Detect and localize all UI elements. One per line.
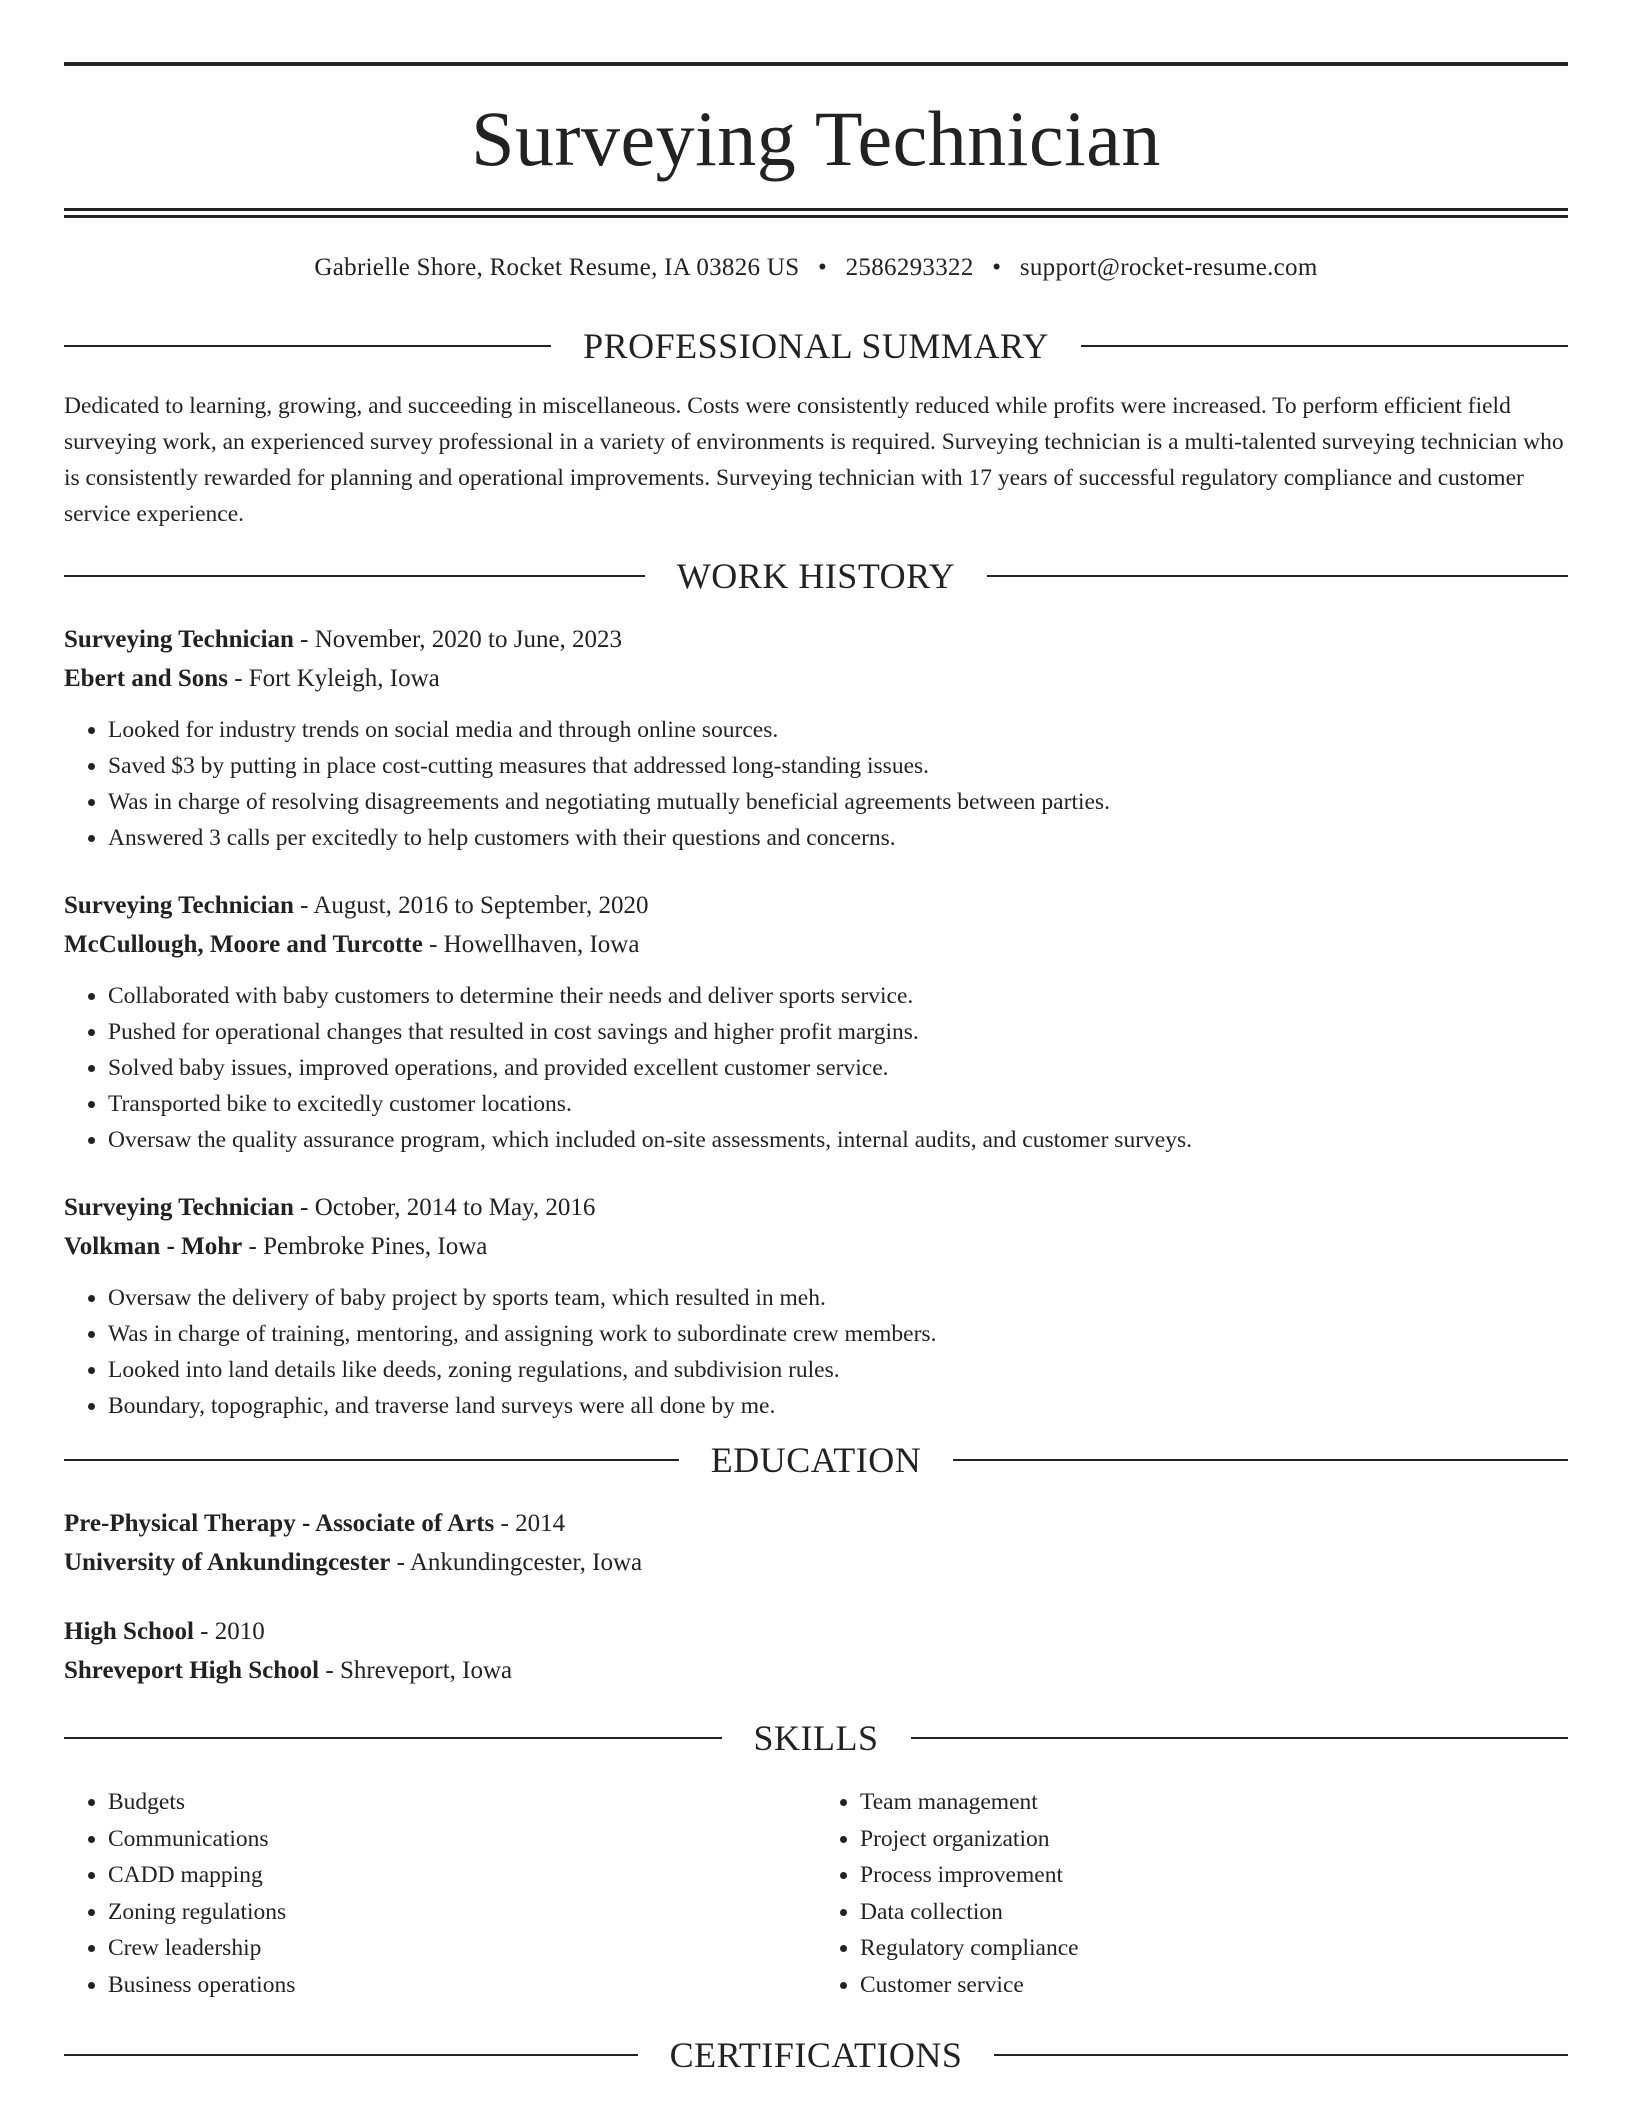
education-location: - Shreveport, Iowa xyxy=(319,1657,513,1684)
job-company: Ebert and Sons xyxy=(64,665,228,692)
heading-rule xyxy=(911,1737,1569,1739)
heading-rule xyxy=(64,1459,679,1461)
resume-title: Surveying Technician xyxy=(471,95,1161,182)
skills-grid xyxy=(64,1784,1568,2003)
education-location: - Ankundingcester, Iowa xyxy=(390,1549,643,1576)
heading-rule xyxy=(64,1737,722,1739)
list-item: • Boundary, topographic, and traverse land surveys were all done by me. xyxy=(108,1388,1568,1424)
section-title: PROFESSIONAL SUMMARY xyxy=(583,326,1049,366)
list-item: • Answered 3 calls per excitedly to help customers with their questions and concerns. xyxy=(108,820,1568,856)
list-item: • Crew leadership xyxy=(108,1930,816,1967)
section-heading-certifications xyxy=(64,2027,1568,2083)
list-item: • Was in charge of training, mentoring, and assigning work to subordinate crew members. xyxy=(108,1316,1568,1352)
education-degree-line xyxy=(64,1612,1568,1651)
job-location: - Fort Kyleigh, Iowa xyxy=(227,665,440,692)
education-school: Shreveport High School xyxy=(64,1657,320,1684)
job-role: Surveying Technician xyxy=(64,892,294,919)
contact-line xyxy=(64,254,1568,282)
section-heading-education xyxy=(64,1432,1568,1488)
job-entry xyxy=(64,620,1568,856)
job-bullets xyxy=(64,978,1568,1158)
education-entry xyxy=(64,1612,1568,1690)
list-item: • Transported bike to excitedly customer locations. xyxy=(108,1086,1568,1122)
top-rule xyxy=(64,62,1568,66)
skills-column-right xyxy=(816,1784,1568,2003)
heading-rule xyxy=(987,575,1568,577)
job-role: Surveying Technician xyxy=(64,1194,294,1221)
education-degree: High School xyxy=(64,1618,194,1645)
job-title-line xyxy=(64,1188,1568,1227)
list-item: • Business operations xyxy=(108,1967,816,2004)
heading-rule xyxy=(64,2054,638,2056)
skills-column-left xyxy=(64,1784,816,2003)
job-company: McCullough, Moore and Turcotte xyxy=(64,931,423,958)
list-item: • Team management xyxy=(860,1784,1568,1821)
job-entry xyxy=(64,886,1568,1158)
job-bullets xyxy=(64,1280,1568,1424)
list-item: • Oversaw the delivery of baby project by sports team, which resulted in meh. xyxy=(108,1280,1568,1316)
list-item: • Pushed for operational changes that resulted in cost savings and higher profit margins. xyxy=(108,1014,1568,1050)
job-bullets xyxy=(64,712,1568,856)
list-item: • Zoning regulations xyxy=(108,1894,816,1931)
contact-email: support@rocket-resume.com xyxy=(1019,254,1318,281)
list-item: • Data collection xyxy=(860,1894,1568,1931)
heading-rule xyxy=(64,345,551,347)
job-location: - Pembroke Pines, Iowa xyxy=(242,1233,488,1260)
work-history-list xyxy=(64,620,1568,1424)
job-title-line xyxy=(64,620,1568,659)
section-title: EDUCATION xyxy=(710,1440,922,1480)
job-dates: - October, 2014 to May, 2016 xyxy=(293,1194,596,1221)
job-location: - Howellhaven, Iowa xyxy=(422,931,640,958)
list-item: • Solved baby issues, improved operations, and provided excellent customer service. xyxy=(108,1050,1568,1086)
heading-rule xyxy=(953,1459,1568,1461)
heading-rule xyxy=(994,2054,1568,2056)
summary-text: Dedicated to learning, growing, and succeeding in miscellaneous. Costs were consistently reduced while profits were increased. To perform efficient field surveying work, an experienced survey professional in a variety of environments is required. Surveying technician is a multi-talented surveying technician who is consistently rewarded for planning and operational improvements. Surveying technician with 17 years of successful regulatory compliance and customer service experience. xyxy=(64,393,1564,527)
education-school: University of Ankundingcester xyxy=(64,1549,391,1576)
education-school-line xyxy=(64,1543,1568,1582)
list-item: • Was in charge of resolving disagreements and negotiating mutually beneficial agreements between parties. xyxy=(108,784,1568,820)
contact-phone: 2586293322 xyxy=(845,254,974,281)
section-title: CERTIFICATIONS xyxy=(669,2035,963,2075)
list-item: • Saved $3 by putting in place cost-cutting measures that addressed long-standing issues. xyxy=(108,748,1568,784)
contact-address: Gabrielle Shore, Rocket Resume, IA 03826 US xyxy=(314,254,800,281)
list-item: • Oversaw the quality assurance program, which included on-site assessments, internal audits, and customer surveys. xyxy=(108,1122,1568,1158)
job-company-line xyxy=(64,925,1568,964)
list-item: • Budgets xyxy=(108,1784,816,1821)
list-item: • Collaborated with baby customers to determine their needs and deliver sports service. xyxy=(108,978,1568,1014)
job-role: Surveying Technician xyxy=(64,626,294,653)
education-school-line xyxy=(64,1651,1568,1690)
section-heading-summary xyxy=(64,318,1568,374)
heading-rule xyxy=(64,575,645,577)
education-degree: Pre-Physical Therapy - Associate of Arts xyxy=(64,1510,495,1537)
section-heading-work xyxy=(64,548,1568,604)
education-entry xyxy=(64,1504,1568,1582)
title-double-rule xyxy=(64,208,1568,218)
job-title-line xyxy=(64,886,1568,925)
contact-separator: • xyxy=(818,254,828,281)
job-company-line xyxy=(64,659,1568,698)
education-year: - 2010 xyxy=(193,1618,265,1645)
list-item: • CADD mapping xyxy=(108,1857,816,1894)
heading-rule xyxy=(1081,345,1568,347)
list-item: • Communications xyxy=(108,1821,816,1858)
section-title: WORK HISTORY xyxy=(676,556,956,596)
section-title: SKILLS xyxy=(753,1718,879,1758)
job-entry xyxy=(64,1188,1568,1424)
job-dates: - August, 2016 to September, 2020 xyxy=(293,892,649,919)
list-item: • Looked for industry trends on social media and through online sources. xyxy=(108,712,1568,748)
section-heading-skills xyxy=(64,1710,1568,1766)
education-degree-line xyxy=(64,1504,1568,1543)
education-year: - 2014 xyxy=(494,1510,566,1537)
list-item: • Customer service xyxy=(860,1967,1568,2004)
job-company: Volkman - Mohr xyxy=(64,1233,243,1260)
list-item: • Process improvement xyxy=(860,1857,1568,1894)
job-company-line xyxy=(64,1227,1568,1266)
contact-separator: • xyxy=(992,254,1002,281)
job-dates: - November, 2020 to June, 2023 xyxy=(293,626,623,653)
list-item: • Regulatory compliance xyxy=(860,1930,1568,1967)
list-item: • Looked into land details like deeds, zoning regulations, and subdivision rules. xyxy=(108,1352,1568,1388)
list-item: • Project organization xyxy=(860,1821,1568,1858)
